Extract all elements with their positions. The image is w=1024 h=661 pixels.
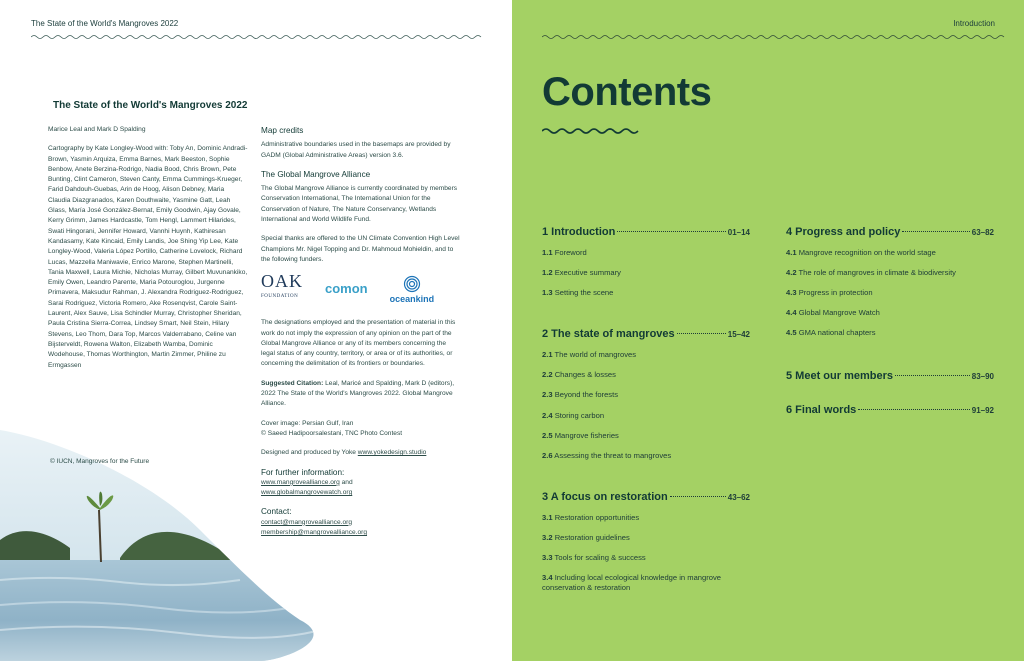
toc-section-heading[interactable] (786, 226, 994, 238)
running-header-right: Introduction (953, 19, 995, 28)
toc-entry-number: 4.3 (786, 288, 797, 298)
toc-entry[interactable] (542, 370, 750, 390)
toc-entry-number: 3.3 (542, 553, 553, 563)
toc-entry[interactable] (542, 350, 750, 370)
toc-entry[interactable] (786, 268, 994, 288)
toc-entry[interactable] (786, 248, 994, 268)
running-header-left: The State of the World's Mangroves 2022 (31, 19, 179, 28)
contact-heading: Contact: (261, 507, 292, 517)
toc-entry-number: 4.2 (786, 268, 797, 278)
further-info-links: www.mangrovealliance.org and www.globalmangrovewatch.org (261, 478, 353, 497)
toc-entry-number: 2.4 (542, 410, 553, 420)
toc-entry[interactable] (786, 288, 994, 308)
toc-entry-title: Restoration guidelines (554, 532, 630, 542)
gma-text: The Global Mangrove Alliance is currently coordinated by members Conservation International, The International Union for the Conservation of Nature, The Nature Conservancy, Wetlands International and World Wildlife Fund. (261, 185, 458, 224)
toc-entry-number: 3.4 (542, 573, 553, 583)
toc-section-title: 3 A focus on restoration (542, 490, 668, 503)
toc-section-title: 4 Progress and policy (786, 226, 901, 238)
toc-entry-title: Assessing the threat to mangroves (554, 450, 672, 460)
fingerprint-icon (403, 275, 421, 293)
toc-entry-title: The world of mangroves (554, 350, 637, 360)
toc-entry[interactable] (542, 248, 750, 268)
toc-dot-leader (858, 409, 969, 410)
contents-title: Contents (542, 70, 712, 114)
photo-caption: © IUCN, Mangroves for the Future (50, 458, 150, 465)
designed-by: Designed and produced by Yoke www.yokedesign.studio (261, 449, 427, 457)
toc-entry[interactable] (542, 451, 750, 471)
toc-entry-title: Changes & losses (554, 370, 616, 380)
map-credits-heading: Map credits (261, 126, 304, 135)
toc-entry-number: 4.4 (786, 308, 797, 318)
toc-entry-title: Mangrove fisheries (554, 430, 619, 440)
toc-section-pages: 15–42 (727, 330, 750, 340)
toc-entry-title: Mangrove recognition on the world stage (798, 248, 936, 257)
toc-column-left (542, 226, 750, 593)
wavy-divider-left (31, 34, 483, 40)
yoke-link[interactable]: www.yokedesign.studio (357, 449, 427, 457)
toc-section-pages: 91–92 (971, 406, 994, 416)
toc-dot-leader (670, 496, 726, 497)
toc-section-pages: 01–14 (727, 228, 750, 237)
toc-entry[interactable] (542, 411, 750, 431)
toc-entry-number: 2.1 (542, 350, 553, 360)
toc-entry[interactable] (542, 431, 750, 451)
toc-section (542, 491, 750, 593)
toc-entry-title: Global Mangrove Watch (798, 308, 880, 318)
toc-entry-title: Setting the scene (554, 288, 614, 298)
toc-entry-number: 4.5 (786, 328, 797, 338)
special-thanks: Special thanks are offered to the UN Climate Convention High Level Champions Mr. Nigel Topping and Dr. Mahmoud Mohieldin, and to the following funders. (261, 235, 460, 263)
contents-wave-underline (542, 127, 642, 135)
toc-dot-leader (677, 333, 726, 334)
toc-entry-title: Beyond the forests (554, 390, 619, 400)
toc-entry-title: Progress in protection (798, 288, 873, 298)
disclaimer-text: The designations employed and the presentation of material in this work do not imply the expression of any opinion on the part of the Global Mangrove Alliance or any of its members concerning the legal status of any country, territory, or area or of its authorities, or concerning the delimitation of its frontiers or boundaries. (261, 319, 456, 368)
toc-entry-number: 2.6 (542, 450, 553, 460)
toc-entry-number: 2.3 (542, 390, 553, 400)
toc-section (786, 370, 994, 382)
toc-section-heading[interactable] (542, 226, 750, 238)
map-credits-text: Administrative boundaries used in the basemaps are provided by GADM (Global Administrative Areas) version 3.6. (261, 141, 451, 159)
toc-entry[interactable] (542, 573, 750, 593)
toc-entry-title: Restoration opportunities (554, 512, 640, 522)
toc-entry[interactable] (542, 390, 750, 410)
toc-entry[interactable] (542, 268, 750, 288)
toc-entry-number: 4.1 (786, 248, 797, 257)
toc-entry-number: 1.3 (542, 288, 553, 298)
toc-entry[interactable] (542, 288, 750, 308)
credits-column-left (48, 125, 248, 380)
toc-section-title: 6 Final words (786, 404, 857, 417)
further-info-heading: For further information: (261, 467, 345, 477)
gma-heading: The Global Mangrove Alliance (261, 169, 371, 179)
toc-entry[interactable] (542, 553, 750, 573)
toc-entry[interactable] (542, 513, 750, 533)
oceankind-logo: oceankind (390, 275, 435, 304)
toc-entry-number: 1.1 (542, 248, 553, 257)
toc-section-title: 1 Introduction (542, 226, 616, 238)
toc-entry-title: Foreword (554, 248, 587, 257)
toc-entry-title: The role of mangroves in climate & biodiversity (798, 268, 956, 278)
authors: Marice Leal and Mark D Spalding (48, 126, 146, 133)
toc-entry-number: 2.5 (542, 430, 553, 440)
toc-column-right (786, 226, 994, 426)
toc-section-title: 5 Meet our members (786, 370, 893, 383)
cartography-credits: Cartography by Kate Longley-Wood with: Toby Arı, Dominic Andradi-Brown, Yasmin Arquiza, Emma Barnes, Mark Beeston, Sophie Benbow, Anete Berzina-Rodrigo, Nadia Bood, Chris Brown, Pete Bunting, Clint Cameron, Steven Canty, Emma Cummings-Krueger, Farid Dahdouh-Guebas, Arin de Hoog, Alison Debney, Maria Claudia Diazgranados, Karen Douthwaite, Yasmine Gatt, Leah Glass, María José González-Bernat, Emily Goodwin, Ajay Govale, Kerry Grimm, James Hardcastle, Tom Hengl, Lammert Hilarides, Swati Hingorani, Jennifer Howard, Vannhi Huynh, Kathiresan Kandasamy, Kate Kincaid, Emily Landis, Joe Shing Yip Lee, Kate Longley-Wood, Valeria López Portillo, Catherine Lovelock, Richard Lucas, Mazzella Maniwavie, Enrico Marone, Stephen Martinelli, Tania Maxwell, Laura Michie, Nicholas Murray, Gilbert Muvunankiko, Emily Owen, Leandro Parente, Maria Potouroglou, Jurgenne Primavera, Maksudur Rahman, J. Alexandra Rodriguez-Rodriguez, Sarai Rodriguez, Victoria Romero, Ake Rosenqvist, Carole Saint-Laurent, Alex Sauve, Lisa Schindler Murray, Christopher Sheridan, Paula Cristina Sierra-Correa, Lindsey Smart, Neil Stein, Hilary Stevens, Leo Thom, Dara Top, Marcos Valderrabano, Celine van Bijsterveldt, Rowena Walton, Elizabeth Wamba, Dominic Wodehouse, Thomas Worthington, Martin Zimmer, Philine zu Ermgassen (48, 145, 248, 369)
comon-logo: comon (325, 281, 368, 297)
globalmangrovewatch-link[interactable]: www.globalmangrovewatch.org (261, 489, 353, 497)
funder-logos (261, 271, 461, 304)
contact-email-link[interactable]: contact@mangrovealliance.org (261, 518, 352, 526)
mangrovealliance-link[interactable]: www.mangrovealliance.org (261, 478, 340, 486)
toc-entry-number: 3.2 (542, 532, 553, 542)
toc-section-heading[interactable] (542, 328, 750, 340)
document-title: The State of the World's Mangroves 2022 (53, 100, 248, 111)
toc-entry-number: 3.1 (542, 512, 553, 522)
toc-dot-leader (617, 231, 725, 232)
cover-image-credit: Cover image: Persian Gulf, Iran © Saeed Hadipoorsalestani, TNC Photo Contest (261, 419, 403, 437)
toc-entry-number: 2.2 (542, 370, 553, 380)
toc-section-pages: 43–62 (727, 492, 750, 502)
toc-entry-title: Including local ecological knowledge in mangrove conservation & restoration (542, 573, 722, 593)
toc-entry-title: Storing carbon (554, 410, 605, 420)
toc-dot-leader (902, 231, 969, 232)
suggested-citation: Suggested Citation: Leal, Maricé and Spalding, Mark D (editors), 2022 The State of the World's Mangroves 2022. Global Mangrove Alliance. (261, 379, 455, 408)
toc-entry-number: 1.2 (542, 268, 553, 278)
toc-section (786, 226, 994, 348)
oak-foundation-logo: OAK FOUNDATION (261, 271, 303, 300)
toc-entry-title: Executive summary (554, 268, 621, 278)
toc-section-title: 2 The state of mangroves (542, 328, 675, 341)
toc-section-pages: 83–90 (971, 372, 994, 382)
toc-section-heading[interactable] (542, 491, 750, 503)
toc-entry[interactable] (786, 308, 994, 328)
toc-entry-title: Tools for scaling & success (554, 553, 646, 563)
toc-section-heading[interactable] (786, 404, 994, 416)
toc-section-heading[interactable] (786, 370, 994, 382)
toc-section-pages: 63–82 (971, 228, 994, 237)
membership-email-link[interactable]: membership@mangrovealliance.org (261, 529, 368, 537)
toc-entry-title: GMA national chapters (798, 328, 876, 338)
toc-entry[interactable] (786, 328, 994, 348)
toc-section (542, 226, 750, 308)
toc-entry[interactable] (542, 533, 750, 553)
toc-section (786, 404, 994, 416)
toc-section (542, 328, 750, 471)
toc-dot-leader (895, 375, 970, 376)
wavy-divider-right (542, 34, 1006, 40)
